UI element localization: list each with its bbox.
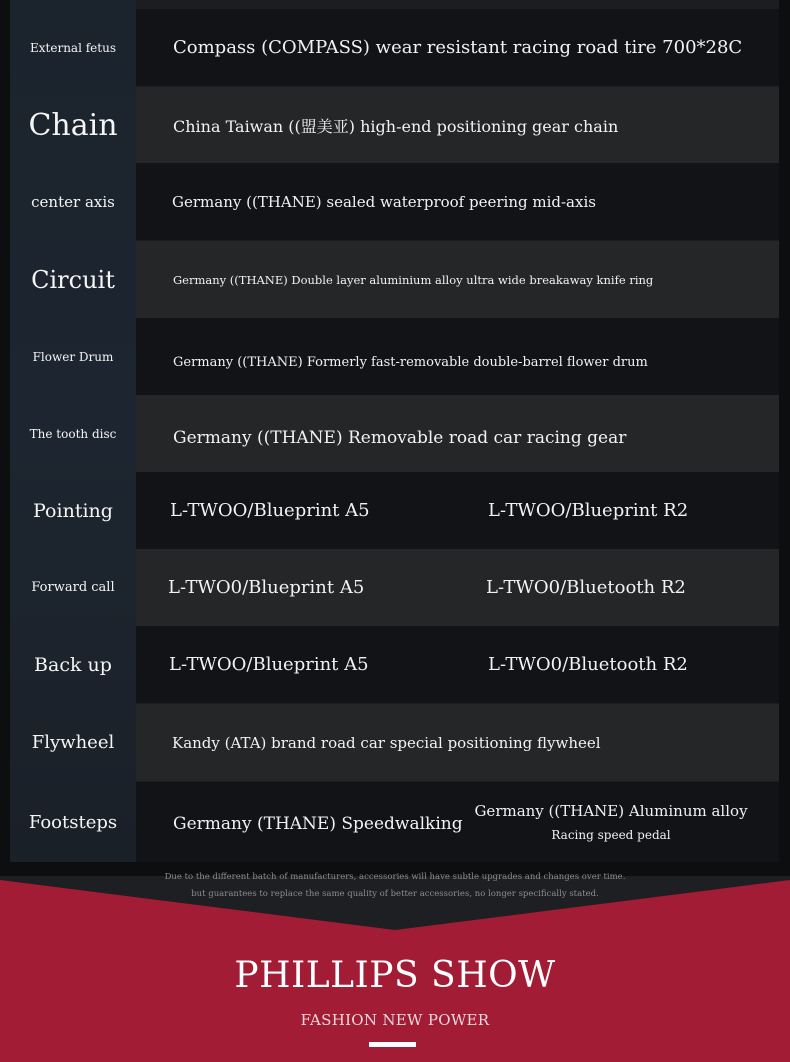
spec-value: Germany ((THANE) Double layer aluminium alloy ultra wide breakaway knife ring xyxy=(173,272,654,287)
spec-label: External fetus xyxy=(30,40,116,55)
spec-value: China Taiwan ((盟美亚) high-end positioning gear chain xyxy=(173,117,619,136)
spec-label: Chain xyxy=(28,108,118,143)
spec-row-forward-call xyxy=(10,549,779,626)
spec-value: L-TWO0/Blueprint A5 xyxy=(168,577,365,598)
spec-label: Circuit xyxy=(31,265,115,294)
brand-underline xyxy=(369,1042,416,1047)
spec-label: Footsteps xyxy=(28,811,118,833)
spec-label: Forward call xyxy=(31,580,115,595)
spec-value-2: L-TWOO/Blueprint R2 xyxy=(488,500,689,521)
spec-row-flower-drum xyxy=(10,318,779,395)
spec-value: Compass (COMPASS) wear resistant racing road tire 700*28C xyxy=(173,37,743,58)
spec-value-2: L-TWO0/Bluetooth R2 xyxy=(488,654,688,675)
notice-line-1: Due to the different batch of manufacturers, accessories will have subtle upgrades and changes over time. xyxy=(164,872,626,882)
spec-value: L-TWOO/Blueprint A5 xyxy=(170,500,370,521)
spec-table xyxy=(10,0,779,862)
brand-subtitle: FASHION NEW POWER xyxy=(300,1011,490,1029)
spec-value: Germany ((THANE) sealed waterproof peering mid-axis xyxy=(172,192,596,211)
spec-row-footsteps xyxy=(10,782,779,862)
spec-value-2-line2: Racing speed pedal xyxy=(551,828,671,842)
spec-value-2-line1: Germany ((THANE) Aluminum alloy xyxy=(474,802,748,820)
spec-row-back-up xyxy=(10,626,779,703)
spec-label: Flower Drum xyxy=(32,349,114,364)
spec-row-circuit xyxy=(10,241,779,318)
spec-value: Kandy (ATA) brand road car special positioning flywheel xyxy=(172,733,601,752)
spec-row-flywheel xyxy=(10,704,779,781)
spec-label: Flywheel xyxy=(31,732,115,753)
spec-label: Back up xyxy=(34,653,112,676)
spec-value-2 xyxy=(474,782,748,862)
spec-row-pointing xyxy=(10,472,779,549)
spec-value: Germany ((THANE) Formerly fast-removable double-barrel flower drum xyxy=(173,355,648,370)
spec-value: L-TWOO/Blueprint A5 xyxy=(169,654,369,675)
spec-label: The tooth disc xyxy=(29,426,117,441)
spec-value-2: L-TWO0/Bluetooth R2 xyxy=(486,577,686,598)
spec-row-center-axis xyxy=(10,163,779,240)
spec-row-chain xyxy=(10,87,779,164)
spec-row-tooth-disc xyxy=(10,395,779,472)
spec-row-external-fetus xyxy=(10,9,779,86)
spec-label: center axis xyxy=(31,192,115,211)
spec-value: Germany (THANE) Speedwalking xyxy=(173,814,463,834)
notice-line-2: but guarantees to replace the same quality of better accessories, no longer specifically stated. xyxy=(191,889,599,899)
spec-value: Germany ((THANE) Removable road car racing gear xyxy=(173,427,627,448)
brand-title: PHILLIPS SHOW xyxy=(234,955,556,996)
spec-label: Pointing xyxy=(33,499,113,522)
